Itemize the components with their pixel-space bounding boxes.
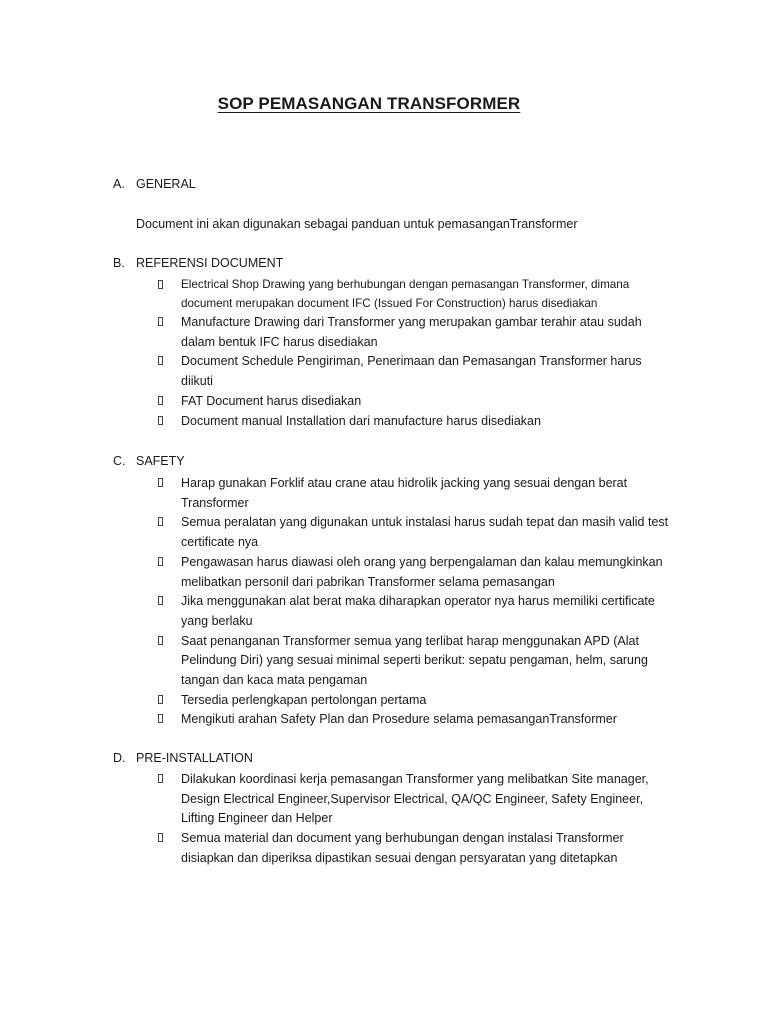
list-item-text: Pengawasan harus diawasi oleh orang yang berpengalaman dan kalau memungkinkan melibatkan personil dari pabrikan Transformer selama pemasangan: [181, 554, 663, 589]
list-item-text: Document manual Installation dari manufacture harus disediakan: [181, 413, 541, 428]
list-item-text: Saat penanganan Transformer semua yang terlibat harap menggunakan APD (Alat Pelindung Diri) yang sesuai minimal seperti berikut: sepatu pengaman, helm, sarung tangan dan kaca mata pengaman: [181, 633, 648, 688]
list-item-text: FAT Document harus disediakan: [181, 393, 362, 408]
section-b-heading: [113, 256, 283, 270]
list-item-text: Electrical Shop Drawing yang berhubungan dengan pemasangan Transformer, dimana document merupakan document IFC (Issued For Construction) harus disediakan: [181, 278, 630, 310]
bullet-icon: [158, 416, 163, 425]
list-item-text: Mengikuti arahan Safety Plan dan Prosedure selama pemasanganTransformer: [181, 712, 617, 727]
list-item: [0, 392, 671, 412]
bullet-icon: [158, 317, 163, 326]
list-item-text: Semua material dan document yang berhubungan dengan instalasi Transformer disiapkan dan diperiksa dipastikan sesuai dengan persyaratan yang ditetapkan: [181, 831, 624, 865]
bullet-icon: [158, 280, 163, 289]
document-title: SOP PEMASANGAN TRANSFORMER: [217, 94, 521, 113]
list-item: [0, 474, 671, 513]
bullet-icon: [158, 517, 163, 526]
list-item-text: Document Schedule Pengiriman, Penerimaan dan Pemasangan Transformer harus diikuti: [181, 354, 642, 389]
section-c-heading: [113, 454, 185, 468]
bullet-icon: [158, 557, 163, 566]
list-item: [0, 553, 671, 592]
bullet-icon: [158, 774, 163, 783]
list-item-text: Jika menggunakan alat berat maka diharapkan operator nya harus memiliki certificate yang berlaku: [181, 594, 655, 628]
list-item-text: Manufacture Drawing dari Transformer yang merupakan gambar terahir atau sudah dalam bentuk IFC harus disediakan: [181, 315, 642, 349]
section-d-title: PRE-INSTALLATION: [136, 751, 253, 765]
bullet-icon: [158, 833, 163, 842]
list-item-text: Dilakukan koordinasi kerja pemasangan Transformer yang melibatkan Site manager, Design Electrical Engineer,Supervisor Electrical, QA/QC Engineer, Safety Engineer, Lifting Engineer dan Helper: [181, 772, 649, 826]
section-a-letter: A.: [113, 177, 125, 191]
list-item: [0, 770, 671, 829]
section-a-title: GENERAL: [136, 177, 196, 191]
section-d-heading: [113, 751, 253, 765]
section-b-letter: B.: [113, 256, 125, 270]
section-a-paragraph: Document ini akan digunakan sebagai panduan untuk pemasanganTransformer: [136, 217, 578, 231]
list-item-text: Semua peralatan yang digunakan untuk instalasi harus sudah tepat dan masih valid test certificate nya: [181, 515, 669, 550]
list-item: [0, 513, 671, 552]
list-item: [0, 313, 671, 352]
bullet-icon: [158, 356, 163, 365]
list-item: [0, 632, 671, 691]
bullet-icon: [158, 396, 163, 405]
bullet-icon: [158, 478, 163, 487]
section-b-list: [0, 276, 671, 431]
section-a-heading: [113, 177, 196, 191]
list-item-text: Tersedia perlengkapan pertolongan pertama: [181, 692, 427, 707]
section-d-letter: D.: [113, 751, 126, 765]
bullet-icon: [158, 714, 163, 723]
bullet-icon: [158, 636, 163, 645]
list-item: [0, 412, 671, 432]
list-item-text: Harap gunakan Forklif atau crane atau hidrolik jacking yang sesuai dengan berat Transformer: [181, 476, 628, 510]
list-item: [0, 352, 671, 391]
list-item: [0, 276, 671, 313]
list-item: [0, 592, 671, 631]
list-item: [0, 710, 671, 730]
section-b-title: REFERENSI DOCUMENT: [136, 256, 284, 270]
section-c-letter: C.: [113, 454, 126, 468]
section-c-title: SAFETY: [136, 454, 185, 468]
section-d-list: [0, 770, 671, 869]
bullet-icon: [158, 695, 163, 704]
section-c-list: [0, 474, 671, 730]
list-item: [0, 691, 671, 711]
list-item: [0, 829, 671, 868]
bullet-icon: [158, 596, 163, 605]
